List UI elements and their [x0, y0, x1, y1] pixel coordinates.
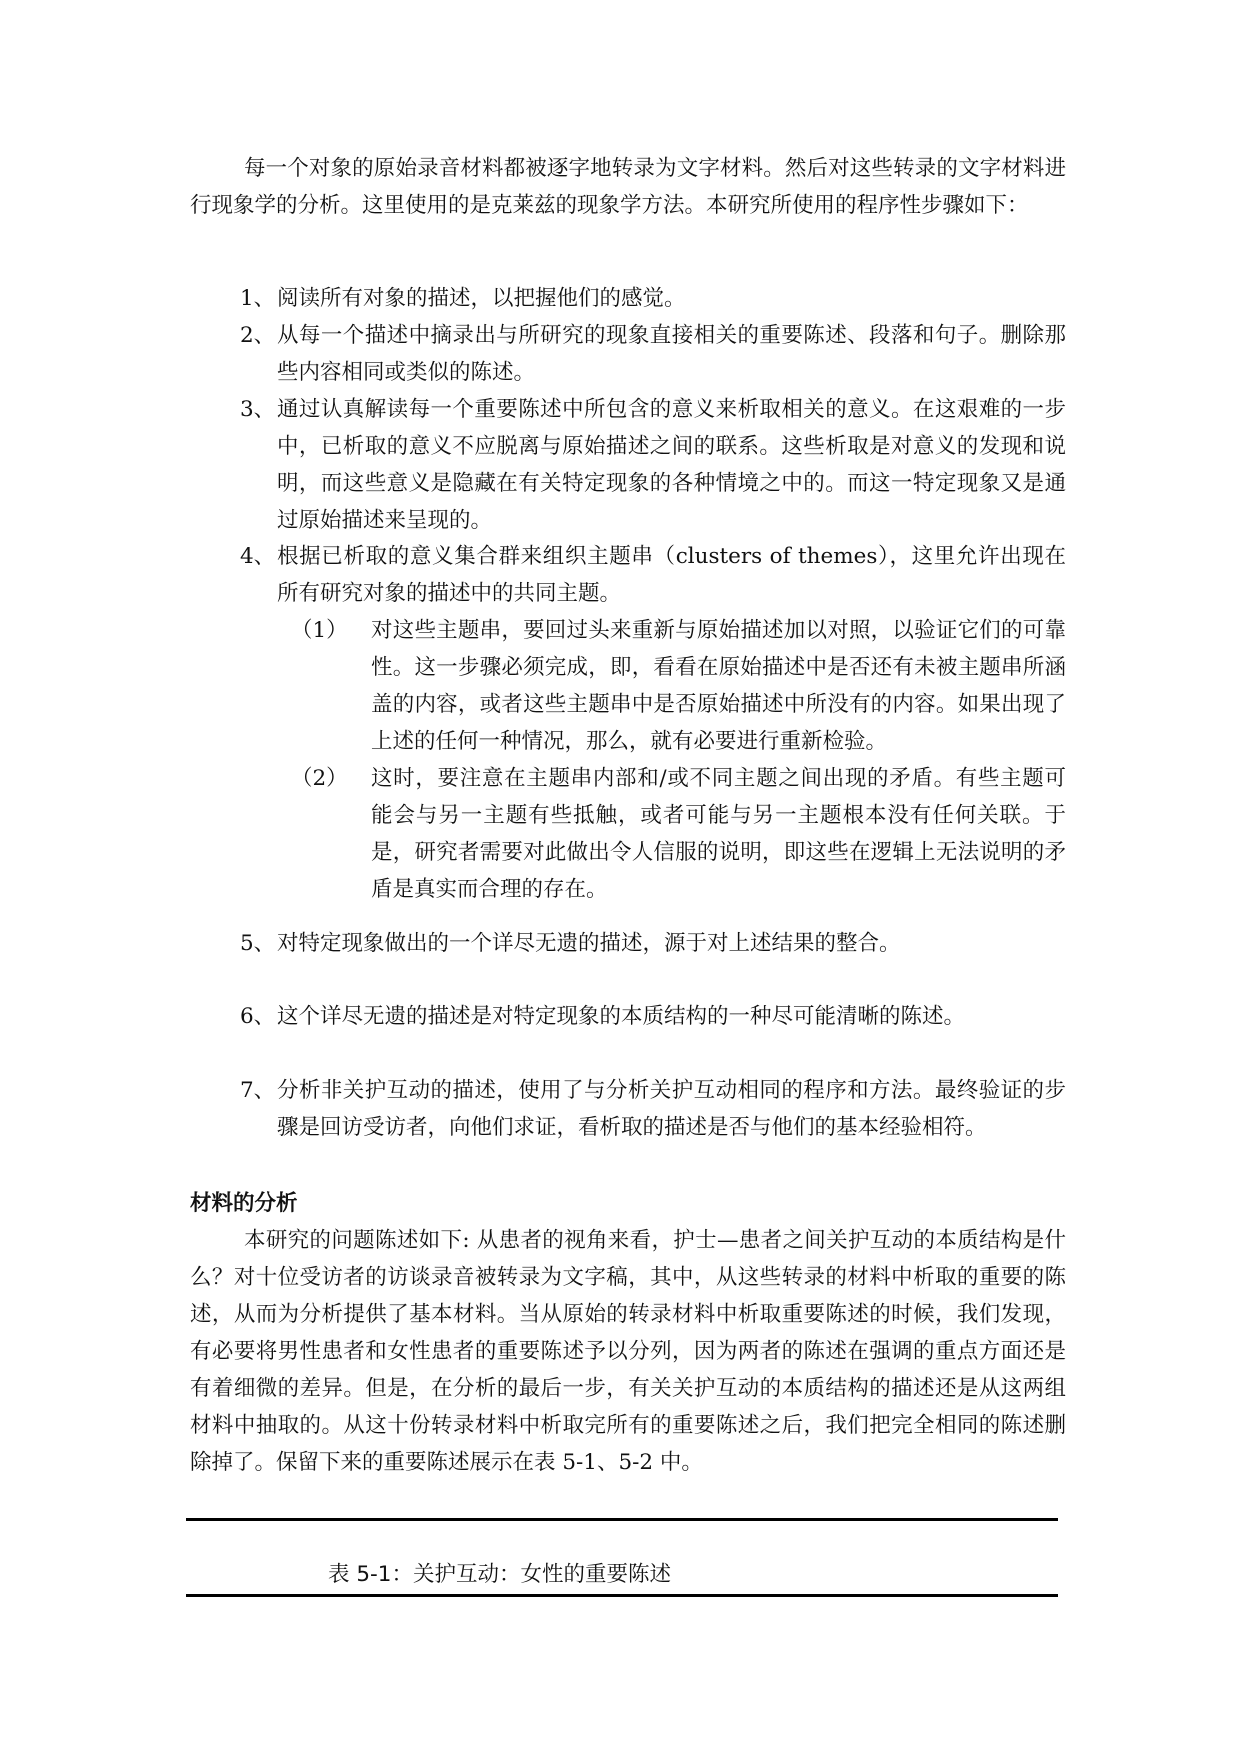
table-caption-rule	[186, 1594, 1058, 1597]
intro-paragraph: 每一个对象的原始录音材料都被逐字地转录为文字材料。然后对这些转录的文字材料进行现象学的分析。这里使用的是克莱兹的现象学方法。本研究所使用的程序性步骤如下：	[190, 156, 1066, 218]
step-number: 5、	[240, 931, 276, 956]
steps-list-d	[240, 998, 1066, 1035]
steps-list-a	[240, 280, 1066, 539]
step-text: 根据已析取的意义集合群来组织主题串（clusters of themes），这里允许出现在所有研究对象的描述中的共同主题。	[277, 544, 1066, 606]
sub-step-text: 对这些主题串，要回过头来重新与原始描述加以对照，以验证它们的可靠性。这一步骤必须完成，即，看看在原始描述中是否还有未被主题串所涵盖的内容，或者这些主题串中是否原始描述中所没有的内容。如果出现了上述的任何一种情况，那么，就有必要进行重新检验。	[371, 618, 1066, 754]
step-text: 阅读所有对象的描述，以把握他们的感觉。	[277, 286, 686, 311]
step-number: 1、	[240, 286, 276, 311]
step-text: 对特定现象做出的一个详尽无遗的描述，源于对上述结果的整合。	[277, 931, 901, 956]
step-number: 2、	[240, 323, 276, 348]
step-text: 通过认真解读每一个重要陈述中所包含的意义来析取相关的意义。在这艰难的一步中，已析取的意义不应脱离与原始描述之间的联系。这些析取是对意义的发现和说明，而这些意义是隐藏在有关特定现象的各种情境之中的。而这一特定现象又是通过原始描述来呈现的。	[277, 397, 1066, 533]
sub-step-number: （2）	[291, 766, 348, 791]
sub-step-text: 这时，要注意在主题串内部和/或不同主题之间出现的矛盾。有些主题可能会与另一主题有些抵触，或者可能与另一主题根本没有任何关联。于是，研究者需要对此做出令人信服的说明，即这些在逻辑上无法说明的矛盾是真实而合理的存在。	[371, 766, 1066, 902]
list-item	[240, 998, 1066, 1035]
section-heading: 材料的分析	[190, 1191, 298, 1216]
sub-list-item	[291, 760, 1066, 908]
list-item	[240, 280, 1066, 317]
list-item	[240, 925, 1066, 962]
step-number: 3、	[240, 397, 276, 422]
step-number: 6、	[240, 1004, 276, 1029]
list-item	[240, 391, 1066, 539]
sub-list-item	[291, 612, 1066, 760]
sub-steps-list	[277, 612, 1066, 908]
steps-list-e	[240, 1072, 1066, 1146]
step-text: 分析非关护互动的描述，使用了与分析关护互动相同的程序和方法。最终验证的步骤是回访受访者，向他们求证，看析取的描述是否与他们的基本经验相符。	[277, 1078, 1066, 1140]
sub-step-number: （1）	[291, 618, 348, 643]
step-number: 4、	[240, 544, 276, 569]
list-item	[240, 317, 1066, 391]
steps-list-b	[240, 538, 1066, 908]
list-item	[240, 1072, 1066, 1146]
step-number: 7、	[240, 1078, 276, 1103]
step-text: 这个详尽无遗的描述是对特定现象的本质结构的一种尽可能清晰的陈述。	[277, 1004, 966, 1029]
step-text: 从每一个描述中摘录出与所研究的现象直接相关的重要陈述、段落和句子。删除那些内容相同或类似的陈述。	[277, 323, 1066, 385]
table-top-rule	[186, 1518, 1058, 1521]
steps-list-c	[240, 925, 1066, 962]
table-caption: 表 5-1：关护互动：女性的重要陈述	[328, 1562, 671, 1587]
analysis-paragraph: 本研究的问题陈述如下: 从患者的视角来看，护士—患者之间关护互动的本质结构是什么？对十位受访者的访谈录音被转录为文字稿，其中，从这些转录的材料中析取的重要的陈述，从而为分析提供了基本材料。当从原始的转录材料中析取重要陈述的时候，我们发现，有必要将男性患者和女性患者的重要陈述予以分列，因为两者的陈述在强调的重点方面还是有着细微的差异。但是，在分析的最后一步，有关关护互动的本质结构的描述还是从这两组材料中抽取的。从这十份转录材料中析取完所有的重要陈述之后，我们把完全相同的陈述删除掉了。保留下来的重要陈述展示在表 5-1、5-2 中。	[190, 1228, 1066, 1475]
list-item	[240, 538, 1066, 908]
